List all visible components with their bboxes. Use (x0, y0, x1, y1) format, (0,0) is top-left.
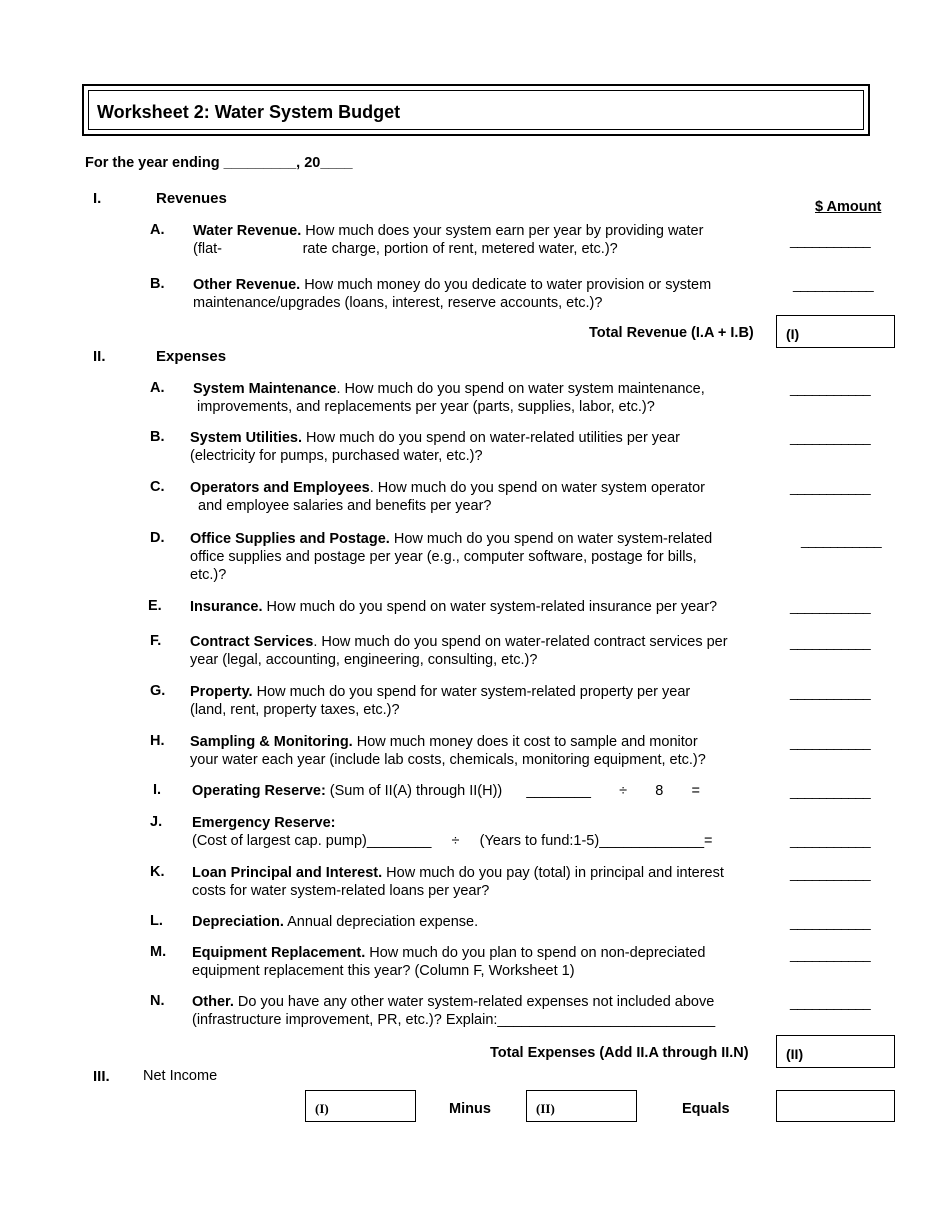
amount-blank[interactable]: ___________ (801, 532, 882, 548)
item-letter: M. (150, 944, 167, 960)
amount-blank[interactable]: ___________ (790, 684, 871, 700)
amount-blank[interactable]: ___________ (793, 276, 874, 292)
amount-blank[interactable]: ___________ (790, 734, 871, 750)
expense-item-operating-reserve (192, 782, 700, 800)
item-letter: L. (150, 913, 163, 929)
item-term: System Utilities. (190, 430, 303, 446)
total-revenue-label: Total Revenue (I.A + I.B) (589, 325, 754, 341)
item-letter: D. (150, 530, 165, 546)
item-term: Other Revenue. (193, 277, 301, 293)
section-heading-net-income: Net Income (143, 1068, 218, 1084)
item-term: Operating Reserve: (192, 783, 326, 799)
expense-item-contract-services (190, 633, 728, 669)
amount-blank[interactable]: ___________ (790, 865, 871, 881)
item-term: Insurance. (190, 599, 263, 615)
amount-blank[interactable]: ___________ (790, 832, 871, 848)
item-text: maintenance/upgrades (loans, interest, reserve accounts, etc.)? (193, 295, 603, 311)
item-letter: A. (150, 380, 165, 396)
amount-blank[interactable]: ___________ (790, 479, 871, 495)
year-ending-field[interactable]: For the year ending _________, 20____ (85, 155, 353, 171)
equals-label: Equals (682, 1101, 730, 1117)
expense-item-other (192, 993, 715, 1029)
item-letter: B. (150, 429, 165, 445)
expense-item-maintenance (193, 380, 705, 416)
item-term: Water Revenue. (193, 223, 302, 239)
item-term: Equipment Replacement. (192, 945, 366, 961)
section-numeral: III. (93, 1068, 110, 1085)
item-term: Contract Services (190, 634, 314, 650)
total-revenue-box[interactable] (776, 315, 895, 348)
item-text: How much do you spend on water system-related (389, 531, 713, 547)
item-letter: B. (150, 276, 165, 292)
item-text: (flat- rate charge, portion of rent, metered water, etc.)? (193, 241, 618, 257)
item-term: Sampling & Monitoring. (190, 734, 353, 750)
item-text: . How much do you spend on water-related contract services per (313, 634, 728, 650)
item-term: Office Supplies and Postage. (190, 531, 390, 547)
item-text: improvements, and replacements per year (parts, supplies, labor, etc.)? (193, 399, 655, 415)
item-term: Emergency Reserve: (192, 815, 336, 831)
expense-item-office-supplies (190, 530, 712, 584)
item-term: Loan Principal and Interest. (192, 865, 383, 881)
item-text: . How much do you spend on water system maintenance, (336, 381, 705, 397)
title-box (82, 84, 870, 136)
item-text: (infrastructure improvement, PR, etc.)? Explain:___________________________ (192, 1012, 716, 1028)
item-term: Other. (192, 994, 234, 1010)
item-text: How much money do you dedicate to water provision or system (300, 277, 712, 293)
expense-item-insurance (190, 598, 717, 616)
item-letter: C. (150, 479, 165, 495)
revenue-item-other (193, 276, 711, 312)
item-term: Operators and Employees (190, 480, 370, 496)
expense-item-operators (190, 479, 705, 515)
item-text: costs for water system-related loans per year? (192, 883, 490, 899)
expense-item-sampling (190, 733, 706, 769)
section-numeral: II. (93, 348, 106, 365)
item-text: How much does your system earn per year by providing water (301, 223, 704, 239)
amount-blank[interactable]: ___________ (790, 783, 871, 799)
item-text: How much do you pay (total) in principal and interest (382, 865, 724, 881)
item-term: System Maintenance (193, 381, 337, 397)
item-text: How much do you spend for water system-related property per year (252, 684, 691, 700)
section-heading-revenues: Revenues (156, 190, 227, 207)
item-letter: E. (148, 598, 162, 614)
amount-blank[interactable]: ___________ (790, 232, 871, 248)
item-text: (electricity for pumps, purchased water, etc.)? (190, 448, 483, 464)
item-letter: K. (150, 864, 165, 880)
item-letter: G. (150, 683, 166, 699)
item-text: your water each year (include lab costs, chemicals, monitoring equipment, etc.)? (190, 752, 706, 768)
box-label: (II) (786, 1046, 804, 1062)
item-text: Do you have any other water system-related expenses not included above (233, 994, 715, 1010)
amount-blank[interactable]: ___________ (790, 994, 871, 1010)
item-text: (Cost of largest cap. pump)________ ÷ (Years to fund:1-5)_____________= (192, 833, 713, 849)
item-text: How much money does it cost to sample and monitor (352, 734, 698, 750)
net-income-result-box[interactable] (776, 1090, 895, 1122)
item-text: equipment replacement this year? (Column F, Worksheet 1) (192, 963, 575, 979)
item-text: office supplies and postage per year (e.g., computer software, postage for bills, (190, 549, 697, 565)
amount-blank[interactable]: ___________ (790, 946, 871, 962)
item-letter: N. (150, 993, 165, 1009)
revenue-item-water (193, 222, 703, 258)
amount-blank[interactable]: ___________ (790, 429, 871, 445)
title-inner-border (88, 90, 864, 130)
expense-item-equipment (192, 944, 705, 980)
page-title: Worksheet 2: Water System Budget (97, 102, 401, 122)
total-expenses-box[interactable] (776, 1035, 895, 1068)
amount-column-header: $ Amount (815, 199, 882, 215)
item-term: Property. (190, 684, 253, 700)
total-expenses-label: Total Expenses (Add II.A through II.N) (490, 1045, 749, 1061)
item-text: (Sum of II(A) through II(H)) ________ ÷ 8 = (325, 783, 701, 799)
item-text: How much do you spend on water system-related insurance per year? (262, 599, 718, 615)
item-text: (land, rent, property taxes, etc.)? (190, 702, 400, 718)
minus-label: Minus (449, 1101, 491, 1117)
section-heading-expenses: Expenses (156, 348, 227, 365)
item-text: year (legal, accounting, engineering, consulting, etc.)? (190, 652, 538, 668)
item-letter: F. (150, 633, 162, 649)
expense-item-utilities (190, 429, 680, 465)
amount-blank[interactable]: ___________ (790, 914, 871, 930)
item-text: How much do you plan to spend on non-depreciated (365, 945, 706, 961)
expense-item-emergency-reserve (192, 814, 713, 850)
expense-item-loan (192, 864, 724, 900)
amount-blank[interactable]: ___________ (790, 598, 871, 614)
net-income-revenue-box[interactable] (305, 1090, 416, 1122)
item-term: Depreciation. (192, 914, 284, 930)
item-text: etc.)? (190, 567, 227, 583)
expense-item-property (190, 683, 690, 719)
item-letter: H. (150, 733, 165, 749)
box-label: (II) (536, 1101, 555, 1116)
item-letter: A. (150, 222, 165, 238)
item-letter: J. (150, 814, 163, 830)
section-numeral: I. (93, 190, 102, 207)
expense-item-depreciation (192, 913, 478, 931)
net-income-expenses-box[interactable] (526, 1090, 637, 1122)
box-label: (I) (315, 1101, 329, 1116)
box-label: (I) (786, 326, 800, 342)
item-letter: I. (153, 782, 162, 798)
item-text: and employee salaries and benefits per year? (190, 498, 492, 514)
item-text: How much do you spend on water-related utilities per year (302, 430, 681, 446)
item-text: . How much do you spend on water system operator (369, 480, 705, 496)
amount-blank[interactable]: ___________ (790, 634, 871, 650)
item-text: Annual depreciation expense. (283, 914, 479, 930)
amount-blank[interactable]: ___________ (790, 380, 871, 396)
